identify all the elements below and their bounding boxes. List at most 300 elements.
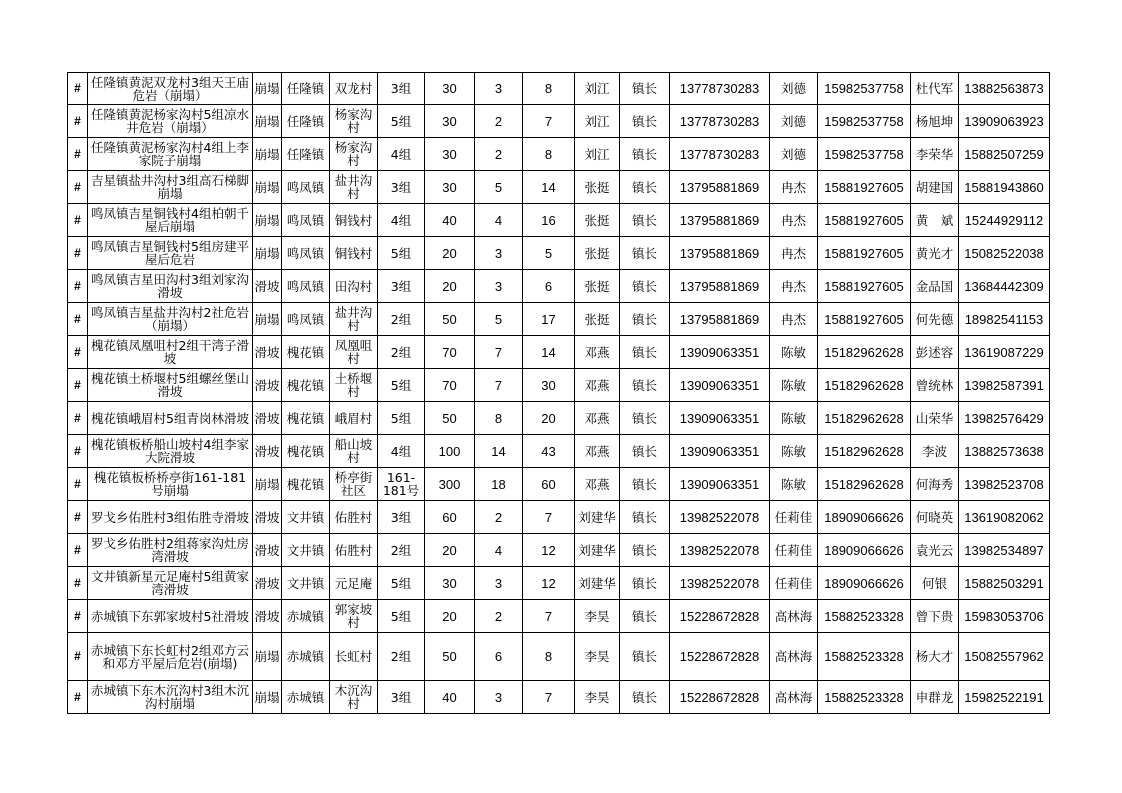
cell-watcher-phone: 18982541153 xyxy=(959,303,1050,336)
cell-households: 300 xyxy=(425,468,475,501)
cell-group: 3组 xyxy=(378,270,425,303)
cell-row-marker: # xyxy=(68,270,88,303)
cell-monitor-person: 冉杰 xyxy=(770,237,818,270)
cell-town: 文井镇 xyxy=(282,501,330,534)
cell-hazard-type: 滑坡 xyxy=(253,369,282,402)
cell-monitor-person: 陈敏 xyxy=(770,369,818,402)
cell-households: 50 xyxy=(425,633,475,681)
table-row xyxy=(68,73,1050,105)
cell-watcher-phone: 15244929112 xyxy=(959,204,1050,237)
cell-position: 镇长 xyxy=(620,105,670,138)
cell-row-marker: # xyxy=(68,105,88,138)
cell-group: 3组 xyxy=(378,681,425,714)
cell-town: 槐花镇 xyxy=(282,468,330,501)
cell-group: 3组 xyxy=(378,73,425,105)
cell-responsible-phone: 13909063351 xyxy=(670,435,770,468)
cell-watcher-person: 山荣华 xyxy=(911,402,959,435)
cell-watcher-phone: 13619087229 xyxy=(959,336,1050,369)
cell-village: 盐井沟村 xyxy=(330,303,378,336)
cell-responsible-phone: 13982522078 xyxy=(670,534,770,567)
cell-watcher-person: 杨旭坤 xyxy=(911,105,959,138)
cell-threat-households: 5 xyxy=(475,303,523,336)
cell-households: 50 xyxy=(425,303,475,336)
table-row xyxy=(68,270,1050,303)
cell-town: 赤城镇 xyxy=(282,633,330,681)
cell-group: 5组 xyxy=(378,369,425,402)
cell-site-name: 赤城镇下东郭家坡村5社滑坡 xyxy=(88,600,253,633)
cell-site-name: 鸣凤镇吉星铜钱村5组房建平屋后危岩 xyxy=(88,237,253,270)
cell-row-marker: # xyxy=(68,501,88,534)
cell-responsible-phone: 13795881869 xyxy=(670,204,770,237)
cell-watcher-person: 何晓英 xyxy=(911,501,959,534)
cell-watcher-person: 黄 斌 xyxy=(911,204,959,237)
cell-position: 镇长 xyxy=(620,633,670,681)
cell-hazard-type: 滑坡 xyxy=(253,270,282,303)
cell-threat-households: 2 xyxy=(475,600,523,633)
cell-responsible-phone: 13909063351 xyxy=(670,402,770,435)
cell-site-name: 鸣凤镇吉星盐井沟村2社危岩（崩塌） xyxy=(88,303,253,336)
cell-threat-people: 12 xyxy=(523,534,575,567)
cell-responsible-person: 刘江 xyxy=(575,73,620,105)
cell-responsible-phone: 13909063351 xyxy=(670,336,770,369)
cell-watcher-phone: 15881943860 xyxy=(959,171,1050,204)
cell-watcher-phone: 13882573638 xyxy=(959,435,1050,468)
cell-responsible-phone: 13909063351 xyxy=(670,468,770,501)
cell-threat-households: 2 xyxy=(475,501,523,534)
cell-threat-people: 14 xyxy=(523,171,575,204)
cell-responsible-phone: 15228672828 xyxy=(670,681,770,714)
cell-village: 田沟村 xyxy=(330,270,378,303)
cell-threat-households: 2 xyxy=(475,138,523,171)
cell-households: 40 xyxy=(425,204,475,237)
table-row xyxy=(68,204,1050,237)
cell-site-name: 吉星镇盐井沟村3组高石梯脚崩塌 xyxy=(88,171,253,204)
cell-site-name: 槐花镇土桥堰村5组螺丝堡山滑坡 xyxy=(88,369,253,402)
cell-village: 船山坡村 xyxy=(330,435,378,468)
cell-group: 2组 xyxy=(378,633,425,681)
cell-village: 佑胜村 xyxy=(330,534,378,567)
cell-households: 20 xyxy=(425,270,475,303)
cell-households: 30 xyxy=(425,105,475,138)
cell-village: 盐井沟村 xyxy=(330,171,378,204)
cell-households: 70 xyxy=(425,369,475,402)
cell-town: 鸣凤镇 xyxy=(282,270,330,303)
cell-watcher-person: 金品国 xyxy=(911,270,959,303)
cell-hazard-type: 崩塌 xyxy=(253,204,282,237)
cell-threat-households: 7 xyxy=(475,369,523,402)
cell-threat-people: 17 xyxy=(523,303,575,336)
cell-town: 任隆镇 xyxy=(282,105,330,138)
cell-threat-households: 2 xyxy=(475,105,523,138)
cell-row-marker: # xyxy=(68,369,88,402)
cell-village: 铜钱村 xyxy=(330,204,378,237)
cell-hazard-type: 滑坡 xyxy=(253,600,282,633)
cell-households: 50 xyxy=(425,402,475,435)
cell-position: 镇长 xyxy=(620,501,670,534)
cell-row-marker: # xyxy=(68,681,88,714)
cell-watcher-person: 黄光才 xyxy=(911,237,959,270)
cell-responsible-phone: 13795881869 xyxy=(670,171,770,204)
table-row xyxy=(68,237,1050,270)
cell-village: 杨家沟村 xyxy=(330,138,378,171)
cell-households: 20 xyxy=(425,600,475,633)
cell-group: 5组 xyxy=(378,567,425,600)
cell-threat-people: 6 xyxy=(523,270,575,303)
cell-group: 5组 xyxy=(378,237,425,270)
cell-hazard-type: 滑坡 xyxy=(253,402,282,435)
cell-site-name: 鸣凤镇吉星铜钱村4组柏朝千屋后崩塌 xyxy=(88,204,253,237)
cell-site-name: 赤城镇下东木沉沟村3组木沉沟村崩塌 xyxy=(88,681,253,714)
cell-group: 161-181号 xyxy=(378,468,425,501)
cell-responsible-phone: 13982522078 xyxy=(670,567,770,600)
cell-position: 镇长 xyxy=(620,681,670,714)
cell-responsible-person: 邓燕 xyxy=(575,402,620,435)
cell-responsible-person: 刘建华 xyxy=(575,501,620,534)
cell-watcher-person: 杜代军 xyxy=(911,73,959,105)
cell-monitor-person: 高林海 xyxy=(770,633,818,681)
table-row xyxy=(68,138,1050,171)
table-row xyxy=(68,303,1050,336)
cell-position: 镇长 xyxy=(620,468,670,501)
cell-responsible-phone: 13795881869 xyxy=(670,270,770,303)
cell-threat-households: 3 xyxy=(475,270,523,303)
cell-watcher-phone: 13882563873 xyxy=(959,73,1050,105)
cell-threat-people: 7 xyxy=(523,105,575,138)
cell-hazard-type: 崩塌 xyxy=(253,681,282,714)
cell-watcher-phone: 15082522038 xyxy=(959,237,1050,270)
cell-responsible-person: 李昊 xyxy=(575,600,620,633)
cell-monitor-person: 任莉佳 xyxy=(770,501,818,534)
cell-town: 任隆镇 xyxy=(282,73,330,105)
cell-watcher-phone: 15082557962 xyxy=(959,633,1050,681)
cell-village: 铜钱村 xyxy=(330,237,378,270)
cell-site-name: 鸣凤镇吉星田沟村3组刘家沟滑坡 xyxy=(88,270,253,303)
cell-row-marker: # xyxy=(68,468,88,501)
cell-watcher-person: 李波 xyxy=(911,435,959,468)
table-row xyxy=(68,534,1050,567)
table-row xyxy=(68,369,1050,402)
cell-site-name: 槐花镇板桥桥亭街161-181号崩塌 xyxy=(88,468,253,501)
cell-group: 5组 xyxy=(378,105,425,138)
cell-responsible-person: 张挺 xyxy=(575,270,620,303)
cell-watcher-phone: 15882507259 xyxy=(959,138,1050,171)
cell-threat-households: 6 xyxy=(475,633,523,681)
cell-monitor-person: 陈敏 xyxy=(770,468,818,501)
cell-row-marker: # xyxy=(68,73,88,105)
cell-responsible-person: 邓燕 xyxy=(575,369,620,402)
cell-site-name: 赤城镇下东长虹村2组邓方云和邓方平屋后危岩(崩塌) xyxy=(88,633,253,681)
cell-responsible-person: 邓燕 xyxy=(575,435,620,468)
cell-hazard-type: 崩塌 xyxy=(253,237,282,270)
cell-monitor-person: 陈敏 xyxy=(770,336,818,369)
cell-position: 镇长 xyxy=(620,600,670,633)
cell-town: 文井镇 xyxy=(282,534,330,567)
cell-watcher-person: 杨大才 xyxy=(911,633,959,681)
cell-monitor-phone: 15882523328 xyxy=(818,633,911,681)
cell-monitor-phone: 15881927605 xyxy=(818,270,911,303)
cell-monitor-person: 刘德 xyxy=(770,138,818,171)
cell-monitor-person: 高林海 xyxy=(770,681,818,714)
cell-responsible-phone: 13778730283 xyxy=(670,138,770,171)
cell-threat-people: 20 xyxy=(523,402,575,435)
cell-hazard-type: 崩塌 xyxy=(253,303,282,336)
cell-village: 佑胜村 xyxy=(330,501,378,534)
cell-site-name: 罗戈乡佑胜村3组佑胜寺滑坡 xyxy=(88,501,253,534)
cell-group: 2组 xyxy=(378,336,425,369)
cell-hazard-type: 崩塌 xyxy=(253,105,282,138)
cell-position: 镇长 xyxy=(620,270,670,303)
cell-watcher-phone: 13982576429 xyxy=(959,402,1050,435)
cell-group: 3组 xyxy=(378,501,425,534)
cell-responsible-person: 张挺 xyxy=(575,171,620,204)
cell-responsible-person: 张挺 xyxy=(575,303,620,336)
cell-threat-people: 43 xyxy=(523,435,575,468)
cell-town: 槐花镇 xyxy=(282,369,330,402)
table-row xyxy=(68,633,1050,681)
cell-watcher-person: 何海秀 xyxy=(911,468,959,501)
cell-monitor-person: 刘德 xyxy=(770,73,818,105)
table-row xyxy=(68,336,1050,369)
table-row xyxy=(68,435,1050,468)
cell-row-marker: # xyxy=(68,336,88,369)
cell-responsible-person: 李昊 xyxy=(575,633,620,681)
cell-watcher-phone: 15982522191 xyxy=(959,681,1050,714)
cell-watcher-person: 曾统林 xyxy=(911,369,959,402)
hazard-table xyxy=(67,72,1050,714)
cell-responsible-phone: 15228672828 xyxy=(670,600,770,633)
cell-watcher-person: 申群龙 xyxy=(911,681,959,714)
cell-site-name: 文井镇新星元足庵村5组黄家湾滑坡 xyxy=(88,567,253,600)
cell-row-marker: # xyxy=(68,237,88,270)
cell-households: 100 xyxy=(425,435,475,468)
cell-monitor-phone: 18909066626 xyxy=(818,534,911,567)
cell-hazard-type: 崩塌 xyxy=(253,73,282,105)
cell-town: 鸣凤镇 xyxy=(282,303,330,336)
cell-households: 20 xyxy=(425,534,475,567)
cell-watcher-person: 何银 xyxy=(911,567,959,600)
cell-position: 镇长 xyxy=(620,567,670,600)
cell-monitor-person: 高林海 xyxy=(770,600,818,633)
cell-watcher-phone: 13909063923 xyxy=(959,105,1050,138)
cell-monitor-phone: 15881927605 xyxy=(818,237,911,270)
cell-position: 镇长 xyxy=(620,435,670,468)
cell-row-marker: # xyxy=(68,138,88,171)
cell-watcher-person: 胡建国 xyxy=(911,171,959,204)
cell-threat-households: 18 xyxy=(475,468,523,501)
cell-watcher-person: 袁光云 xyxy=(911,534,959,567)
cell-hazard-type: 崩塌 xyxy=(253,468,282,501)
cell-position: 镇长 xyxy=(620,73,670,105)
cell-watcher-phone: 13619082062 xyxy=(959,501,1050,534)
cell-position: 镇长 xyxy=(620,138,670,171)
cell-row-marker: # xyxy=(68,171,88,204)
cell-hazard-type: 崩塌 xyxy=(253,633,282,681)
cell-town: 赤城镇 xyxy=(282,681,330,714)
cell-monitor-phone: 15882523328 xyxy=(818,681,911,714)
cell-hazard-type: 滑坡 xyxy=(253,567,282,600)
cell-position: 镇长 xyxy=(620,534,670,567)
cell-watcher-phone: 15983053706 xyxy=(959,600,1050,633)
cell-monitor-phone: 15182962628 xyxy=(818,402,911,435)
cell-watcher-person: 曾下贵 xyxy=(911,600,959,633)
cell-town: 槐花镇 xyxy=(282,336,330,369)
cell-group: 4组 xyxy=(378,204,425,237)
cell-responsible-person: 张挺 xyxy=(575,204,620,237)
cell-group: 2组 xyxy=(378,303,425,336)
table-row xyxy=(68,600,1050,633)
cell-town: 槐花镇 xyxy=(282,435,330,468)
cell-row-marker: # xyxy=(68,303,88,336)
cell-hazard-type: 滑坡 xyxy=(253,336,282,369)
cell-threat-people: 30 xyxy=(523,369,575,402)
cell-households: 40 xyxy=(425,681,475,714)
cell-monitor-phone: 18909066626 xyxy=(818,501,911,534)
cell-position: 镇长 xyxy=(620,336,670,369)
cell-responsible-phone: 15228672828 xyxy=(670,633,770,681)
cell-threat-households: 3 xyxy=(475,681,523,714)
table-row xyxy=(68,681,1050,714)
table-row xyxy=(68,501,1050,534)
cell-monitor-person: 任莉佳 xyxy=(770,567,818,600)
table-body xyxy=(68,73,1050,714)
cell-position: 镇长 xyxy=(620,402,670,435)
cell-monitor-person: 任莉佳 xyxy=(770,534,818,567)
cell-monitor-person: 冉杰 xyxy=(770,171,818,204)
cell-group: 5组 xyxy=(378,600,425,633)
cell-monitor-phone: 15982537758 xyxy=(818,105,911,138)
cell-households: 30 xyxy=(425,73,475,105)
cell-threat-people: 7 xyxy=(523,600,575,633)
cell-watcher-person: 彭述容 xyxy=(911,336,959,369)
cell-threat-households: 8 xyxy=(475,402,523,435)
cell-monitor-phone: 15182962628 xyxy=(818,468,911,501)
cell-responsible-person: 张挺 xyxy=(575,237,620,270)
table-row xyxy=(68,468,1050,501)
cell-village: 凤凰咀村 xyxy=(330,336,378,369)
cell-threat-households: 3 xyxy=(475,73,523,105)
cell-monitor-phone: 15881927605 xyxy=(818,171,911,204)
cell-threat-people: 14 xyxy=(523,336,575,369)
cell-hazard-type: 滑坡 xyxy=(253,534,282,567)
cell-village: 峨眉村 xyxy=(330,402,378,435)
cell-group: 4组 xyxy=(378,138,425,171)
cell-households: 30 xyxy=(425,138,475,171)
cell-monitor-person: 冉杰 xyxy=(770,303,818,336)
cell-threat-households: 3 xyxy=(475,567,523,600)
cell-households: 30 xyxy=(425,567,475,600)
cell-households: 30 xyxy=(425,171,475,204)
cell-threat-households: 7 xyxy=(475,336,523,369)
cell-site-name: 任隆镇黄泥双龙村3组天王庙危岩（崩塌） xyxy=(88,73,253,105)
cell-responsible-person: 刘江 xyxy=(575,138,620,171)
table-row xyxy=(68,402,1050,435)
cell-responsible-person: 李昊 xyxy=(575,681,620,714)
cell-watcher-person: 李荣华 xyxy=(911,138,959,171)
cell-row-marker: # xyxy=(68,204,88,237)
table-row xyxy=(68,567,1050,600)
cell-threat-people: 8 xyxy=(523,73,575,105)
cell-responsible-person: 刘建华 xyxy=(575,534,620,567)
cell-monitor-phone: 15882523328 xyxy=(818,600,911,633)
cell-responsible-person: 邓燕 xyxy=(575,336,620,369)
cell-site-name: 任隆镇黄泥杨家沟村4组上李家院子崩塌 xyxy=(88,138,253,171)
cell-monitor-phone: 15982537758 xyxy=(818,73,911,105)
cell-threat-households: 14 xyxy=(475,435,523,468)
cell-monitor-person: 冉杰 xyxy=(770,270,818,303)
cell-threat-people: 12 xyxy=(523,567,575,600)
cell-responsible-phone: 13778730283 xyxy=(670,105,770,138)
cell-threat-households: 4 xyxy=(475,534,523,567)
cell-group: 3组 xyxy=(378,171,425,204)
cell-site-name: 槐花镇凤凰咀村2组干湾子滑坡 xyxy=(88,336,253,369)
cell-watcher-person: 何先德 xyxy=(911,303,959,336)
cell-threat-households: 5 xyxy=(475,171,523,204)
table-row xyxy=(68,171,1050,204)
cell-site-name: 槐花镇板桥船山坡村4组李家大院滑坡 xyxy=(88,435,253,468)
cell-monitor-phone: 15182962628 xyxy=(818,369,911,402)
cell-row-marker: # xyxy=(68,633,88,681)
cell-position: 镇长 xyxy=(620,204,670,237)
cell-row-marker: # xyxy=(68,402,88,435)
cell-group: 2组 xyxy=(378,534,425,567)
cell-monitor-phone: 15182962628 xyxy=(818,336,911,369)
cell-responsible-phone: 13778730283 xyxy=(670,73,770,105)
cell-households: 70 xyxy=(425,336,475,369)
cell-threat-people: 8 xyxy=(523,138,575,171)
cell-threat-people: 60 xyxy=(523,468,575,501)
cell-responsible-person: 邓燕 xyxy=(575,468,620,501)
cell-households: 20 xyxy=(425,237,475,270)
cell-monitor-person: 陈敏 xyxy=(770,435,818,468)
cell-site-name: 任隆镇黄泥杨家沟村5组凉水井危岩（崩塌） xyxy=(88,105,253,138)
cell-town: 鸣凤镇 xyxy=(282,237,330,270)
cell-responsible-person: 刘江 xyxy=(575,105,620,138)
cell-threat-households: 3 xyxy=(475,237,523,270)
cell-watcher-phone: 13684442309 xyxy=(959,270,1050,303)
cell-village: 杨家沟村 xyxy=(330,105,378,138)
cell-monitor-phone: 15182962628 xyxy=(818,435,911,468)
cell-responsible-phone: 13795881869 xyxy=(670,237,770,270)
cell-town: 任隆镇 xyxy=(282,138,330,171)
cell-position: 镇长 xyxy=(620,369,670,402)
cell-row-marker: # xyxy=(68,600,88,633)
cell-monitor-person: 冉杰 xyxy=(770,204,818,237)
cell-town: 槐花镇 xyxy=(282,402,330,435)
cell-group: 4组 xyxy=(378,435,425,468)
cell-position: 镇长 xyxy=(620,303,670,336)
cell-monitor-phone: 15881927605 xyxy=(818,204,911,237)
cell-responsible-phone: 13909063351 xyxy=(670,369,770,402)
cell-threat-people: 5 xyxy=(523,237,575,270)
cell-responsible-phone: 13982522078 xyxy=(670,501,770,534)
cell-threat-people: 16 xyxy=(523,204,575,237)
cell-hazard-type: 滑坡 xyxy=(253,435,282,468)
cell-town: 文井镇 xyxy=(282,567,330,600)
cell-position: 镇长 xyxy=(620,237,670,270)
cell-village: 土桥堰村 xyxy=(330,369,378,402)
cell-village: 长虹村 xyxy=(330,633,378,681)
cell-threat-people: 8 xyxy=(523,633,575,681)
cell-town: 赤城镇 xyxy=(282,600,330,633)
cell-town: 鸣凤镇 xyxy=(282,171,330,204)
cell-watcher-phone: 13982587391 xyxy=(959,369,1050,402)
cell-site-name: 罗戈乡佑胜村2组蒋家沟灶房湾滑坡 xyxy=(88,534,253,567)
cell-group: 5组 xyxy=(378,402,425,435)
cell-monitor-person: 刘德 xyxy=(770,105,818,138)
cell-village: 桥亭街社区 xyxy=(330,468,378,501)
cell-households: 60 xyxy=(425,501,475,534)
cell-hazard-type: 滑坡 xyxy=(253,501,282,534)
